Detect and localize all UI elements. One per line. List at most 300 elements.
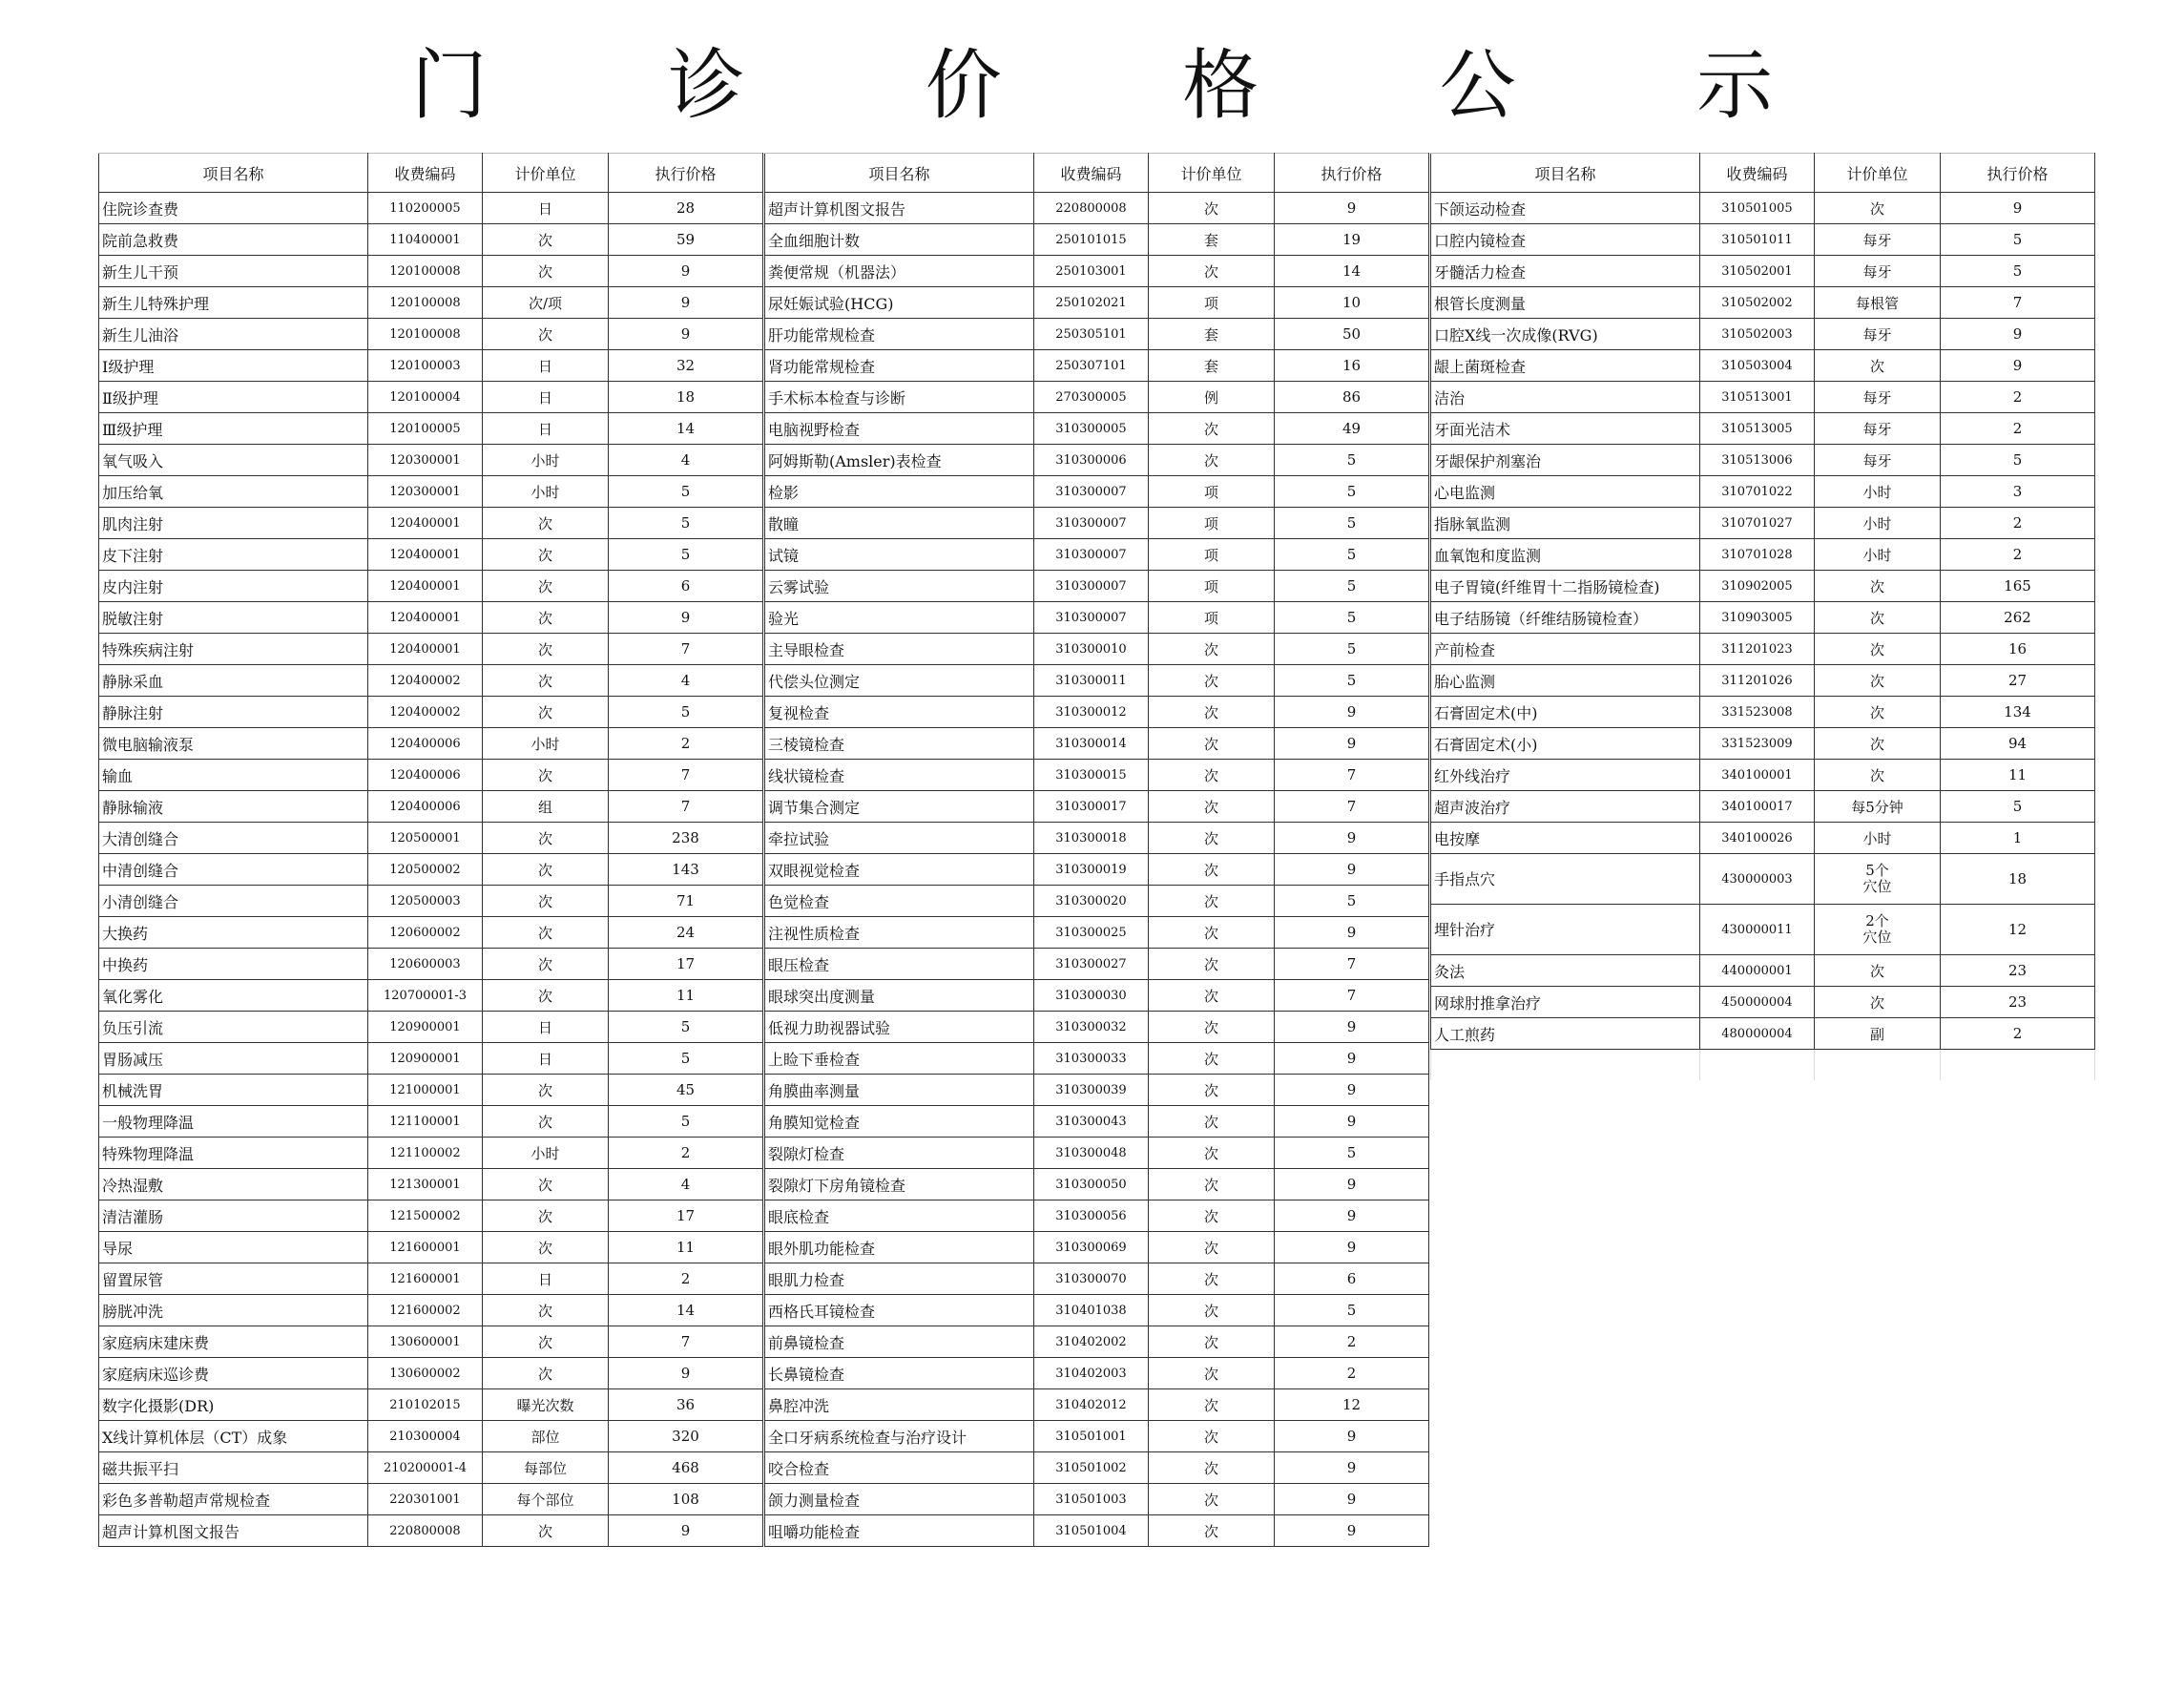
fee-code-cell: 430000011 bbox=[1700, 905, 1815, 955]
item-name-cell: 咬合检查 bbox=[765, 1452, 1034, 1484]
unit-cell: 次 bbox=[1815, 697, 1941, 728]
price-cell: 5 bbox=[609, 476, 763, 508]
price-cell: 45 bbox=[609, 1075, 763, 1106]
item-name-cell: 眼球突出度测量 bbox=[765, 980, 1034, 1012]
price-cell: 9 bbox=[1941, 193, 2095, 224]
item-name-cell: 静脉输液 bbox=[99, 791, 368, 823]
price-cell: 9 bbox=[1275, 193, 1429, 224]
item-name-cell: 心电监测 bbox=[1431, 476, 1700, 508]
item-name-cell: 小清创缝合 bbox=[99, 886, 368, 917]
table-row bbox=[99, 287, 763, 319]
unit-cell: 次 bbox=[483, 1295, 609, 1326]
unit-cell: 次 bbox=[1149, 949, 1275, 980]
table-row bbox=[1431, 697, 2095, 728]
table-row bbox=[765, 823, 1429, 854]
unit-cell: 次 bbox=[483, 980, 609, 1012]
unit-cell: 日 bbox=[483, 350, 609, 382]
price-cell: 5 bbox=[1941, 224, 2095, 256]
table-row bbox=[1431, 287, 2095, 319]
price-cell: 7 bbox=[1941, 287, 2095, 319]
price-cell: 71 bbox=[609, 886, 763, 917]
fee-code-cell: 110400001 bbox=[368, 224, 483, 256]
unit-cell: 次 bbox=[1149, 728, 1275, 760]
table-row bbox=[765, 949, 1429, 980]
price-cell: 6 bbox=[1275, 1263, 1429, 1295]
item-name-cell: 全血细胞计数 bbox=[765, 224, 1034, 256]
fee-code-cell: 310502001 bbox=[1700, 256, 1815, 287]
price-cell: 6 bbox=[609, 571, 763, 602]
table-row bbox=[99, 949, 763, 980]
price-cell: 11 bbox=[1941, 760, 2095, 791]
unit-cell: 次 bbox=[1815, 634, 1941, 665]
fee-code-cell: 121600002 bbox=[368, 1295, 483, 1326]
price-cell: 2 bbox=[1275, 1326, 1429, 1358]
fee-code-cell: 310300027 bbox=[1034, 949, 1149, 980]
table-row bbox=[765, 634, 1429, 665]
unit-cell: 次/项 bbox=[483, 287, 609, 319]
fee-code-cell: 310300015 bbox=[1034, 760, 1149, 791]
fee-code-cell: 120400001 bbox=[368, 602, 483, 634]
price-cell: 9 bbox=[609, 602, 763, 634]
table-row bbox=[99, 980, 763, 1012]
fee-code-cell: 120400006 bbox=[368, 728, 483, 760]
fee-code-cell: 310300043 bbox=[1034, 1106, 1149, 1138]
table-row bbox=[765, 1389, 1429, 1421]
unit-cell: 次 bbox=[1815, 193, 1941, 224]
price-cell: 5 bbox=[1275, 886, 1429, 917]
price-cell: 108 bbox=[609, 1484, 763, 1515]
table-row bbox=[1431, 665, 2095, 697]
empty-row bbox=[1431, 1050, 2095, 1081]
fee-code-cell: 310300007 bbox=[1034, 508, 1149, 539]
fee-code-cell: 310513006 bbox=[1700, 445, 1815, 476]
table-body bbox=[765, 193, 1429, 1547]
item-name-cell: 氧气吸入 bbox=[99, 445, 368, 476]
table-row bbox=[99, 886, 763, 917]
price-cell: 9 bbox=[609, 1515, 763, 1547]
unit-cell: 次 bbox=[483, 665, 609, 697]
price-cell: 24 bbox=[609, 917, 763, 949]
item-name-cell: 肌肉注射 bbox=[99, 508, 368, 539]
fee-code-cell: 220800008 bbox=[1034, 193, 1149, 224]
item-name-cell: 验光 bbox=[765, 602, 1034, 634]
item-name-cell: 皮下注射 bbox=[99, 539, 368, 571]
price-cell: 36 bbox=[609, 1389, 763, 1421]
item-name-cell: 眼底检查 bbox=[765, 1200, 1034, 1232]
price-cell: 14 bbox=[609, 413, 763, 445]
table-row bbox=[765, 886, 1429, 917]
price-cell: 9 bbox=[1941, 319, 2095, 350]
table-row bbox=[1431, 728, 2095, 760]
unit-cell: 组 bbox=[483, 791, 609, 823]
fee-code-cell: 120100005 bbox=[368, 413, 483, 445]
unit-cell: 次 bbox=[483, 854, 609, 886]
item-name-cell: 特殊疾病注射 bbox=[99, 634, 368, 665]
table-row bbox=[765, 1452, 1429, 1484]
item-name-cell: 中清创缝合 bbox=[99, 854, 368, 886]
price-cell: 12 bbox=[1941, 905, 2095, 955]
price-cell: 2 bbox=[609, 1138, 763, 1169]
fee-code-cell: 121500002 bbox=[368, 1200, 483, 1232]
unit-cell: 5个 穴位 bbox=[1815, 854, 1941, 905]
table-row bbox=[765, 980, 1429, 1012]
table-row bbox=[1431, 987, 2095, 1018]
fee-code-cell: 310300048 bbox=[1034, 1138, 1149, 1169]
price-cell: 5 bbox=[609, 539, 763, 571]
table-row bbox=[99, 256, 763, 287]
header-price: 执行价格 bbox=[1275, 154, 1429, 193]
item-name-cell: 云雾试验 bbox=[765, 571, 1034, 602]
unit-cell: 次 bbox=[1149, 1263, 1275, 1295]
table-row bbox=[765, 1169, 1429, 1200]
item-name-cell: 复视检查 bbox=[765, 697, 1034, 728]
price-cell: 143 bbox=[609, 854, 763, 886]
item-name-cell: 口腔X线一次成像(RVG) bbox=[1431, 319, 1700, 350]
unit-cell: 次 bbox=[1149, 634, 1275, 665]
unit-cell: 次 bbox=[483, 539, 609, 571]
table-row bbox=[1431, 508, 2095, 539]
unit-cell: 次 bbox=[483, 319, 609, 350]
page-title: 门 诊 价 格 公 示 bbox=[410, 41, 1852, 130]
item-name-cell: 机械洗胃 bbox=[99, 1075, 368, 1106]
item-name-cell: 尿妊娠试验(HCG) bbox=[765, 287, 1034, 319]
table-row bbox=[1431, 760, 2095, 791]
fee-code-cell: 120400001 bbox=[368, 508, 483, 539]
price-cell: 9 bbox=[1275, 1012, 1429, 1043]
price-cell: 9 bbox=[1275, 1515, 1429, 1547]
fee-code-cell: 220800008 bbox=[368, 1515, 483, 1547]
fee-code-cell: 120900001 bbox=[368, 1012, 483, 1043]
unit-cell: 小时 bbox=[483, 728, 609, 760]
unit-cell: 项 bbox=[1149, 602, 1275, 634]
price-cell: 7 bbox=[1275, 980, 1429, 1012]
fee-code-cell: 120100004 bbox=[368, 382, 483, 413]
unit-cell: 每部位 bbox=[483, 1452, 609, 1484]
fee-code-cell: 450000004 bbox=[1700, 987, 1815, 1018]
table-row bbox=[765, 917, 1429, 949]
table-row bbox=[765, 602, 1429, 634]
unit-cell: 次 bbox=[483, 1169, 609, 1200]
unit-cell: 次 bbox=[1149, 1484, 1275, 1515]
unit-cell: 次 bbox=[1149, 1075, 1275, 1106]
fee-code-cell: 120700001-3 bbox=[368, 980, 483, 1012]
header-fee-code: 收费编码 bbox=[1700, 154, 1815, 193]
price-cell: 5 bbox=[609, 508, 763, 539]
price-cell: 17 bbox=[609, 949, 763, 980]
fee-code-cell: 310300017 bbox=[1034, 791, 1149, 823]
fee-code-cell: 120400006 bbox=[368, 791, 483, 823]
unit-cell: 次 bbox=[1149, 665, 1275, 697]
price-cell: 5 bbox=[1275, 476, 1429, 508]
item-name-cell: 住院诊查费 bbox=[99, 193, 368, 224]
price-cell: 238 bbox=[609, 823, 763, 854]
price-cell: 4 bbox=[609, 1169, 763, 1200]
price-cell: 32 bbox=[609, 350, 763, 382]
table-row bbox=[1431, 791, 2095, 823]
table-row bbox=[1431, 955, 2095, 987]
unit-cell: 次 bbox=[483, 917, 609, 949]
table-row bbox=[99, 1389, 763, 1421]
fee-code-cell: 120400006 bbox=[368, 760, 483, 791]
unit-cell: 次 bbox=[1815, 350, 1941, 382]
table-row bbox=[99, 224, 763, 256]
item-name-cell: 牙龈保护剂塞治 bbox=[1431, 445, 1700, 476]
price-cell: 50 bbox=[1275, 319, 1429, 350]
price-cell: 9 bbox=[1275, 1106, 1429, 1138]
item-name-cell: 石膏固定术(小) bbox=[1431, 728, 1700, 760]
price-cell: 5 bbox=[1275, 634, 1429, 665]
price-cell: 262 bbox=[1941, 602, 2095, 634]
unit-cell: 每牙 bbox=[1815, 224, 1941, 256]
fee-code-cell: 310300012 bbox=[1034, 697, 1149, 728]
table-row bbox=[765, 1106, 1429, 1138]
header-price: 执行价格 bbox=[609, 154, 763, 193]
unit-cell: 次 bbox=[1149, 760, 1275, 791]
item-name-cell: 产前检查 bbox=[1431, 634, 1700, 665]
fee-code-cell: 130600001 bbox=[368, 1326, 483, 1358]
price-cell: 7 bbox=[609, 1326, 763, 1358]
item-name-cell: 上睑下垂检查 bbox=[765, 1043, 1034, 1075]
item-name-cell: 新生儿油浴 bbox=[99, 319, 368, 350]
table-row bbox=[99, 1075, 763, 1106]
price-cell: 4 bbox=[609, 445, 763, 476]
unit-cell: 项 bbox=[1149, 287, 1275, 319]
unit-cell: 次 bbox=[483, 1106, 609, 1138]
table-row bbox=[99, 319, 763, 350]
unit-cell: 次 bbox=[1815, 760, 1941, 791]
fee-code-cell: 480000004 bbox=[1700, 1018, 1815, 1050]
table-row bbox=[765, 539, 1429, 571]
fee-code-cell: 120100008 bbox=[368, 319, 483, 350]
item-name-cell: 口腔内镜检查 bbox=[1431, 224, 1700, 256]
table-row bbox=[765, 382, 1429, 413]
table-row bbox=[99, 728, 763, 760]
fee-code-cell: 340100017 bbox=[1700, 791, 1815, 823]
price-cell: 9 bbox=[1941, 350, 2095, 382]
table-row bbox=[1431, 854, 2095, 905]
fee-code-cell: 310503004 bbox=[1700, 350, 1815, 382]
item-name-cell: 裂隙灯检查 bbox=[765, 1138, 1034, 1169]
unit-cell: 日 bbox=[483, 193, 609, 224]
item-name-cell: 牙髓活力检查 bbox=[1431, 256, 1700, 287]
unit-cell: 次 bbox=[483, 1232, 609, 1263]
unit-cell: 日 bbox=[483, 1263, 609, 1295]
fee-code-cell: 310402012 bbox=[1034, 1389, 1149, 1421]
item-name-cell: 新生儿干预 bbox=[99, 256, 368, 287]
price-cell: 9 bbox=[1275, 697, 1429, 728]
price-cell: 18 bbox=[609, 382, 763, 413]
unit-cell: 次 bbox=[1815, 602, 1941, 634]
item-name-cell: 超声计算机图文报告 bbox=[99, 1515, 368, 1547]
unit-cell: 次 bbox=[483, 256, 609, 287]
fee-code-cell: 120100003 bbox=[368, 350, 483, 382]
table-row bbox=[765, 287, 1429, 319]
unit-cell: 小时 bbox=[1815, 823, 1941, 854]
unit-cell: 次 bbox=[1149, 697, 1275, 728]
price-cell: 5 bbox=[1275, 1295, 1429, 1326]
table-row bbox=[1431, 445, 2095, 476]
price-cell: 18 bbox=[1941, 854, 2095, 905]
fee-code-cell: 310300039 bbox=[1034, 1075, 1149, 1106]
item-name-cell: Ⅱ级护理 bbox=[99, 382, 368, 413]
item-name-cell: 检影 bbox=[765, 476, 1034, 508]
item-name-cell: 静脉采血 bbox=[99, 665, 368, 697]
unit-cell: 小时 bbox=[1815, 476, 1941, 508]
fee-code-cell: 120400002 bbox=[368, 697, 483, 728]
item-name-cell: 电子结肠镜（纤维结肠镜检查） bbox=[1431, 602, 1700, 634]
price-cell: 7 bbox=[609, 634, 763, 665]
fee-code-cell: 311201026 bbox=[1700, 665, 1815, 697]
item-name-cell: 电子胃镜(纤维胃十二指肠镜检查) bbox=[1431, 571, 1700, 602]
item-name-cell: 埋针治疗 bbox=[1431, 905, 1700, 955]
fee-code-cell: 120500001 bbox=[368, 823, 483, 854]
unit-cell: 次 bbox=[1149, 791, 1275, 823]
item-name-cell: 静脉注射 bbox=[99, 697, 368, 728]
item-name-cell: 裂隙灯下房角镜检查 bbox=[765, 1169, 1034, 1200]
price-cell: 11 bbox=[609, 980, 763, 1012]
price-cell: 9 bbox=[1275, 1075, 1429, 1106]
price-cell: 94 bbox=[1941, 728, 2095, 760]
price-cell: 7 bbox=[1275, 791, 1429, 823]
unit-cell: 次 bbox=[1149, 1106, 1275, 1138]
table-row bbox=[99, 1012, 763, 1043]
item-name-cell: 肾功能常规检查 bbox=[765, 350, 1034, 382]
table-row bbox=[99, 1232, 763, 1263]
table-header-row bbox=[1431, 154, 2095, 193]
table-row bbox=[765, 193, 1429, 224]
unit-cell: 项 bbox=[1149, 571, 1275, 602]
unit-cell: 次 bbox=[483, 1075, 609, 1106]
table-row bbox=[765, 224, 1429, 256]
table-row bbox=[765, 571, 1429, 602]
price-cell: 2 bbox=[609, 728, 763, 760]
fee-code-cell: 340100026 bbox=[1700, 823, 1815, 854]
header-unit: 计价单位 bbox=[1815, 154, 1941, 193]
fee-code-cell: 430000003 bbox=[1700, 854, 1815, 905]
fee-code-cell: 220301001 bbox=[368, 1484, 483, 1515]
fee-code-cell: 310300007 bbox=[1034, 539, 1149, 571]
item-name-cell: 角膜曲率测量 bbox=[765, 1075, 1034, 1106]
price-cell: 9 bbox=[1275, 854, 1429, 886]
table-row bbox=[765, 1012, 1429, 1043]
item-name-cell: 冷热湿敷 bbox=[99, 1169, 368, 1200]
table-row bbox=[99, 1138, 763, 1169]
table-row bbox=[765, 791, 1429, 823]
fee-code-cell: 120600003 bbox=[368, 949, 483, 980]
table-row bbox=[1431, 634, 2095, 665]
item-name-cell: 留置尿管 bbox=[99, 1263, 368, 1295]
item-name-cell: 角膜知觉检查 bbox=[765, 1106, 1034, 1138]
item-name-cell: 眼肌力检查 bbox=[765, 1263, 1034, 1295]
unit-cell: 次 bbox=[483, 1515, 609, 1547]
table-row bbox=[765, 760, 1429, 791]
fee-code-cell: 270300005 bbox=[1034, 382, 1149, 413]
unit-cell: 次 bbox=[1149, 1421, 1275, 1452]
unit-cell: 次 bbox=[1149, 1515, 1275, 1547]
item-name-cell: 代偿头位测定 bbox=[765, 665, 1034, 697]
fee-code-cell: 210300004 bbox=[368, 1421, 483, 1452]
fee-code-cell: 310300056 bbox=[1034, 1200, 1149, 1232]
table-row bbox=[99, 1106, 763, 1138]
price-cell: 5 bbox=[609, 697, 763, 728]
item-name-cell: 主导眼检查 bbox=[765, 634, 1034, 665]
table-row bbox=[99, 413, 763, 445]
price-cell: 2 bbox=[609, 1263, 763, 1295]
item-name-cell: 根管长度测量 bbox=[1431, 287, 1700, 319]
item-name-cell: 牵拉试验 bbox=[765, 823, 1034, 854]
item-name-cell: 三棱镜检查 bbox=[765, 728, 1034, 760]
item-name-cell: 粪便常规（机器法） bbox=[765, 256, 1034, 287]
unit-cell: 次 bbox=[1149, 413, 1275, 445]
unit-cell: 次 bbox=[1149, 1232, 1275, 1263]
item-name-cell: 导尿 bbox=[99, 1232, 368, 1263]
price-cell: 14 bbox=[1275, 256, 1429, 287]
table-row bbox=[99, 1295, 763, 1326]
item-name-cell: Ⅰ级护理 bbox=[99, 350, 368, 382]
item-name-cell: 加压给氧 bbox=[99, 476, 368, 508]
fee-code-cell: 310300007 bbox=[1034, 476, 1149, 508]
table-row bbox=[765, 1326, 1429, 1358]
item-name-cell: 清洁灌肠 bbox=[99, 1200, 368, 1232]
price-cell: 12 bbox=[1275, 1389, 1429, 1421]
price-cell: 14 bbox=[609, 1295, 763, 1326]
empty-cell bbox=[1431, 1050, 1700, 1081]
item-name-cell: 石膏固定术(中) bbox=[1431, 697, 1700, 728]
price-cell: 2 bbox=[1941, 413, 2095, 445]
table-row bbox=[99, 1358, 763, 1389]
unit-cell: 次 bbox=[1149, 980, 1275, 1012]
item-name-cell: 长鼻镜检查 bbox=[765, 1358, 1034, 1389]
unit-cell: 每5分钟 bbox=[1815, 791, 1941, 823]
unit-cell: 次 bbox=[1149, 823, 1275, 854]
item-name-cell: 牙面光洁术 bbox=[1431, 413, 1700, 445]
unit-cell: 次 bbox=[483, 949, 609, 980]
unit-cell: 小时 bbox=[1815, 539, 1941, 571]
unit-cell: 每牙 bbox=[1815, 445, 1941, 476]
price-cell: 9 bbox=[609, 1358, 763, 1389]
price-cell: 5 bbox=[609, 1106, 763, 1138]
fee-code-cell: 310300032 bbox=[1034, 1012, 1149, 1043]
unit-cell: 小时 bbox=[1815, 508, 1941, 539]
table-body bbox=[1431, 193, 2095, 1081]
table-row bbox=[765, 350, 1429, 382]
price-cell: 86 bbox=[1275, 382, 1429, 413]
item-name-cell: 手术标本检查与诊断 bbox=[765, 382, 1034, 413]
item-name-cell: 下颌运动检查 bbox=[1431, 193, 1700, 224]
unit-cell: 次 bbox=[1149, 1295, 1275, 1326]
unit-cell: 次 bbox=[1149, 1389, 1275, 1421]
fee-code-cell: 310501011 bbox=[1700, 224, 1815, 256]
unit-cell: 次 bbox=[1149, 1326, 1275, 1358]
table-row bbox=[99, 1043, 763, 1075]
unit-cell: 曝光次数 bbox=[483, 1389, 609, 1421]
unit-cell: 部位 bbox=[483, 1421, 609, 1452]
fee-code-cell: 440000001 bbox=[1700, 955, 1815, 987]
fee-code-cell: 310300005 bbox=[1034, 413, 1149, 445]
price-cell: 5 bbox=[1275, 508, 1429, 539]
fee-code-cell: 310300033 bbox=[1034, 1043, 1149, 1075]
item-name-cell: 网球肘推拿治疗 bbox=[1431, 987, 1700, 1018]
header-item-name: 项目名称 bbox=[765, 154, 1034, 193]
item-name-cell: X线计算机体层（CT）成象 bbox=[99, 1421, 368, 1452]
fee-code-cell: 120300001 bbox=[368, 476, 483, 508]
price-cell: 320 bbox=[609, 1421, 763, 1452]
price-cell: 9 bbox=[1275, 1169, 1429, 1200]
price-cell: 5 bbox=[1941, 445, 2095, 476]
table-row bbox=[1431, 905, 2095, 955]
item-name-cell: 彩色多普勒超声常规检查 bbox=[99, 1484, 368, 1515]
unit-cell: 次 bbox=[483, 823, 609, 854]
